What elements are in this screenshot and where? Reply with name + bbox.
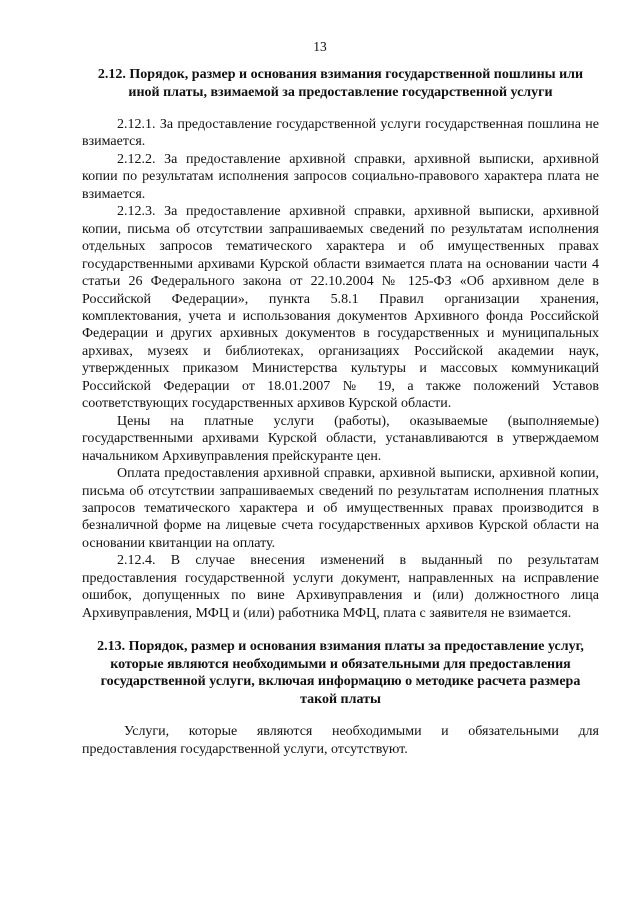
paragraph-2-12-2: 2.12.2. За предоставление архивной справки, архивной выписки, архивной копии по результатам исполнения запросов социально-правового характера плата не взимается. bbox=[82, 151, 599, 202]
paragraph-2-12-3: 2.12.3. За предоставление архивной справки, архивной выписки, архивной копии, письма об отсутствии запрашиваемых сведений по результатам исполнения отдельных запросов тематического характера и об имущественных правах государственными архивами Курской области взимается плата на основании части 4 статьи 26 Федерального закона от 22.10.2004 № 125-ФЗ «Об архивном деле в Российской Федерации», пункта 5.8.1 Правил организации хранения, комплектования, учета и использования документов Архивного фонда Российской Федерации и других архивных документов в государственных и муниципальных архивах, музеях и библиотеках, организациях Российской академии наук, утвержденных приказом Министерства культуры и массовых коммуникаций Российской Федерации от 18.01.2007 № 19, а также положений Уставов соответствующих государственных архивов Курской области. bbox=[82, 204, 599, 412]
paragraph-payment: Оплата предоставления архивной справки, архивной выписки, архивной копии, письма об отсутствии запрашиваемых сведений по результатам исполнения платных запросов тематического характера и об имущественных правах производится в безналичной форме на лицевые счета государственных архивов Курской области на основании квитанции на оплату. bbox=[82, 466, 599, 551]
paragraph-2-12-4: 2.12.4. В случае внесения изменений в выданный по результатам предоставления государственной услуги документ, направленных на исправление ошибок, допущенных по вине Архивуправления и (или) должностного лица Архивуправления, МФЦ и (или) работника МФЦ, плата с заявителя не взимается. bbox=[82, 553, 599, 621]
document-body bbox=[82, 66, 599, 758]
paragraph-2-12-1: 2.12.1. За предоставление государственной услуги государственная пошлина не взимается. bbox=[82, 117, 599, 150]
paragraph-2-13: Услуги, которые являются необходимыми и обязательными для предоставления государственной услуги, отсутствуют. bbox=[82, 724, 599, 757]
paragraph-prices: Цены на платные услуги (работы), оказываемые (выполняемые) государственными архивами Курской области, устанавливаются в утверждаемом начальником Архивуправления прейскуранте цен. bbox=[82, 413, 599, 464]
page-number: 13 bbox=[313, 39, 327, 54]
section-2-13-heading: 2.13. Порядок, размер и основания взимания платы за предоставление услуг, которые являются необходимыми и обязательными для предоставления государственной услуги, включая информацию о методике расчета размера такой платы bbox=[97, 639, 584, 707]
section-2-12-heading: 2.12. Порядок, размер и основания взимания государственной пошлины или иной платы, взимаемой за предоставление государственной услуги bbox=[97, 67, 584, 100]
